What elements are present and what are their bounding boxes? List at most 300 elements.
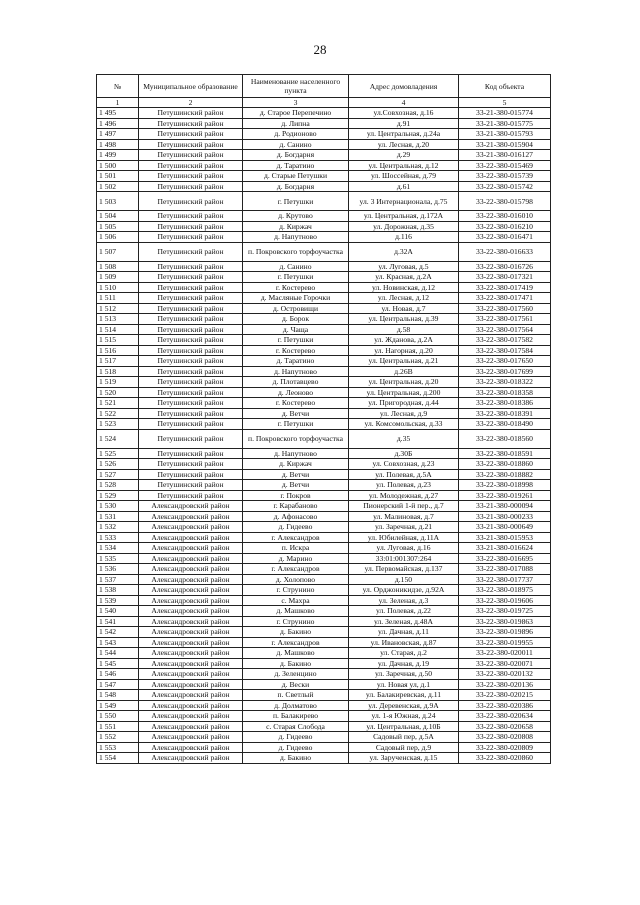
address-cell: ул. Лесная, д.20 [349,139,459,150]
settlement-cell: д. Родионово [243,129,349,140]
object-code-cell: 33-22-380-018322 [459,377,551,388]
settlement-cell: д. Леоново [243,387,349,398]
object-code-cell: 33-22-380-017564 [459,324,551,335]
address-cell: ул. Центральная, д.12 [349,160,459,171]
settlement-cell: д. Старое Перепечино [243,108,349,119]
row-number-cell: 1 553 [97,742,139,753]
address-cell: ул. Полевая, д.23 [349,480,459,491]
settlement-cell: д. Гидеево [243,732,349,743]
table-row [97,711,551,722]
settlement-cell: г. Костерево [243,345,349,356]
municipality-cell: Александровский район [139,700,243,711]
table-row [97,324,551,335]
object-code-cell: 33-22-380-018998 [459,480,551,491]
municipality-cell: Петушинский район [139,242,243,261]
address-cell: д.35 [349,429,459,448]
settlement-cell: д. Машково [243,606,349,617]
municipality-cell: Александровский район [139,648,243,659]
row-number-cell: 1 535 [97,553,139,564]
row-number-cell: 1 509 [97,272,139,283]
settlement-cell: п. Покровского торфоучастка [243,429,349,448]
address-cell: ул. Луговая, д.5 [349,261,459,272]
object-code-cell: 33-22-380-017419 [459,282,551,293]
address-cell: Пионерский 1-й пер., д.7 [349,501,459,512]
settlement-cell: г. Карабаново [243,501,349,512]
settlement-cell: д. Гидеево [243,522,349,533]
municipality-cell: Александровский район [139,669,243,680]
row-number-cell: 1 540 [97,606,139,617]
settlement-cell: д. Старые Петушки [243,171,349,182]
municipality-cell: Петушинский район [139,408,243,419]
table-row [97,192,551,211]
municipality-cell: Александровский район [139,658,243,669]
address-cell: д.26В [349,366,459,377]
address-cell: ул. Совхозная, д.23 [349,459,459,470]
object-code-cell: 33-21-380-015774 [459,108,551,119]
row-number-cell: 1 502 [97,181,139,192]
settlement-cell: д. Марино [243,553,349,564]
table-row [97,669,551,680]
table-row [97,585,551,596]
row-number-cell: 1 510 [97,282,139,293]
municipality-cell: Александровский район [139,606,243,617]
header-row [97,75,551,98]
object-code-cell: 33-22-380-019606 [459,595,551,606]
row-number-cell: 1 504 [97,211,139,222]
table-row [97,366,551,377]
address-cell: ул. Деревенская, д.9А [349,700,459,711]
settlement-cell: д. Напутново [243,366,349,377]
object-code-cell: 33-22-380-020634 [459,711,551,722]
municipality-cell: Петушинский район [139,221,243,232]
table-row [97,469,551,480]
settlement-cell: д. Киржач [243,221,349,232]
object-code-cell: 33-22-380-017561 [459,314,551,325]
address-cell: ул. Шоссейная, д.79 [349,171,459,182]
table-row [97,732,551,743]
municipality-cell: Петушинский район [139,429,243,448]
municipality-cell: Петушинский район [139,324,243,335]
row-number-cell: 1 507 [97,242,139,261]
table-row [97,595,551,606]
municipality-cell: Петушинский район [139,419,243,430]
municipality-cell: Петушинский район [139,160,243,171]
municipality-cell: Александровский район [139,553,243,564]
settlement-cell: п. Балакирево [243,711,349,722]
municipality-cell: Александровский район [139,501,243,512]
row-number-cell: 1 551 [97,721,139,732]
settlement-cell: г. Петушки [243,192,349,211]
municipality-cell: Петушинский район [139,314,243,325]
table-row [97,627,551,638]
table-row [97,522,551,533]
address-cell: ул. Центральная, д.39 [349,314,459,325]
address-cell: ул. Центральная, д.10Б [349,721,459,732]
table-row [97,232,551,243]
settlement-cell: д. Ветчи [243,480,349,491]
row-number-cell: 1 539 [97,595,139,606]
object-code-cell: 33-22-380-020386 [459,700,551,711]
address-cell: ул. Старая, д.2 [349,648,459,659]
municipality-cell: Александровский район [139,595,243,606]
object-code-cell: 33-22-380-016210 [459,221,551,232]
table-row [97,261,551,272]
address-cell: ул. 1-я Южная, д.24 [349,711,459,722]
table-row [97,448,551,459]
settlement-cell: д. Плотавцево [243,377,349,388]
column-number: 3 [243,98,349,108]
table-row [97,139,551,150]
municipality-cell: Петушинский район [139,211,243,222]
address-cell: д.29 [349,150,459,161]
address-cell: ул.Совхозная, д.16 [349,108,459,119]
row-number-cell: 1 552 [97,732,139,743]
municipality-cell: Александровский район [139,627,243,638]
address-cell: ул. Полевая, д.5А [349,469,459,480]
object-code-cell: 33-22-380-018386 [459,398,551,409]
row-number-cell: 1 513 [97,314,139,325]
row-number-cell: 1 498 [97,139,139,150]
object-code-cell: 33-22-380-020071 [459,658,551,669]
address-cell: д.150 [349,574,459,585]
municipality-cell: Петушинский район [139,469,243,480]
table-row [97,616,551,627]
object-code-cell: 33-21-380-000233 [459,511,551,522]
settlement-cell: д. Ветчи [243,408,349,419]
row-number-cell: 1 544 [97,648,139,659]
object-code-cell: 33-22-380-018591 [459,448,551,459]
table-row [97,345,551,356]
row-number-cell: 1 538 [97,585,139,596]
row-number-cell: 1 520 [97,387,139,398]
row-number-cell: 1 495 [97,108,139,119]
settlement-cell: г. Костерево [243,282,349,293]
settlement-cell: г. Петушки [243,272,349,283]
address-cell: 33:01:001307:264 [349,553,459,564]
address-cell: ул. Малиновая, д.7 [349,511,459,522]
settlement-cell: д. Островищи [243,303,349,314]
object-code-cell: 33-21-380-015775 [459,118,551,129]
object-code-cell: 33-22-380-016471 [459,232,551,243]
object-code-cell: 33-22-380-015739 [459,171,551,182]
row-number-cell: 1 547 [97,679,139,690]
table-row [97,490,551,501]
settlement-cell: г. Петушки [243,335,349,346]
row-number-cell: 1 546 [97,669,139,680]
row-number-cell: 1 550 [97,711,139,722]
object-code-cell: 33-21-380-000094 [459,501,551,512]
row-number-cell: 1 542 [97,627,139,638]
object-code-cell: 33-22-380-017321 [459,272,551,283]
object-code-cell: 33-22-380-018490 [459,419,551,430]
address-cell: ул. Луговая, д.16 [349,543,459,554]
municipality-cell: Александровский район [139,564,243,575]
table-body [97,108,551,764]
column-number: 4 [349,98,459,108]
address-cell: ул. Центральная, д.200 [349,387,459,398]
settlement-cell: д. Таратино [243,356,349,367]
table-row [97,408,551,419]
settlement-cell: д. Напутново [243,448,349,459]
table-row [97,211,551,222]
settlement-cell: д. Напутново [243,232,349,243]
table-row [97,293,551,304]
header-object-code: Код объекта [459,75,551,98]
settlement-cell: г. Струнино [243,616,349,627]
object-code-cell: 33-22-380-015798 [459,192,551,211]
settlement-cell: д. Бакино [243,658,349,669]
municipality-cell: Александровский район [139,732,243,743]
object-code-cell: 33-22-380-019896 [459,627,551,638]
municipality-cell: Петушинский район [139,366,243,377]
table-row [97,108,551,119]
object-code-cell: 33-22-380-020215 [459,690,551,701]
table-row [97,272,551,283]
address-cell: ул. Комсомольская, д.33 [349,419,459,430]
object-code-cell: 33-22-380-016633 [459,242,551,261]
settlement-cell: с. Старая Слобода [243,721,349,732]
object-code-cell: 33-22-380-020808 [459,732,551,743]
object-code-cell: 33-22-380-018860 [459,459,551,470]
table-row [97,419,551,430]
table-row [97,118,551,129]
row-number-cell: 1 522 [97,408,139,419]
table-row [97,480,551,491]
row-number-cell: 1 541 [97,616,139,627]
object-code-cell: 33-22-380-020132 [459,669,551,680]
object-code-cell: 33-22-380-018391 [459,408,551,419]
address-cell: ул. Балакиревская, д.11 [349,690,459,701]
address-cell: ул. Центральная, д.24а [349,129,459,140]
address-cell: ул. Новинская, д.12 [349,282,459,293]
settlement-cell: д. Бакино [243,627,349,638]
address-cell: ул. Зеленая, д.3 [349,595,459,606]
table-row [97,459,551,470]
row-number-cell: 1 496 [97,118,139,129]
address-cell: ул. 3 Интернационала, д.75 [349,192,459,211]
row-number-cell: 1 503 [97,192,139,211]
object-code-cell: 33-22-380-015469 [459,160,551,171]
settlement-cell: г. Александров [243,564,349,575]
row-number-cell: 1 545 [97,658,139,669]
municipality-cell: Петушинский район [139,181,243,192]
table-row [97,658,551,669]
table-row [97,606,551,617]
object-code-cell: 33-22-380-017584 [459,345,551,356]
object-code-cell: 33-22-380-018358 [459,387,551,398]
object-code-cell: 33-22-380-017582 [459,335,551,346]
settlement-cell: д. Таратино [243,160,349,171]
row-number-cell: 1 532 [97,522,139,533]
header-address: Адрес домовладения [349,75,459,98]
registry-table [96,74,551,764]
municipality-cell: Петушинский район [139,448,243,459]
settlement-cell: д. Машково [243,648,349,659]
municipality-cell: Петушинский район [139,345,243,356]
row-number-cell: 1 508 [97,261,139,272]
settlement-cell: г. Петушки [243,419,349,430]
address-cell: ул. Заречная, д.21 [349,522,459,533]
column-number: 5 [459,98,551,108]
municipality-cell: Петушинский район [139,293,243,304]
municipality-cell: Александровский район [139,511,243,522]
table-row [97,721,551,732]
table-row [97,356,551,367]
table-row [97,242,551,261]
address-cell: д.91 [349,118,459,129]
table-row [97,398,551,409]
municipality-cell: Александровский район [139,532,243,543]
row-number-cell: 1 516 [97,345,139,356]
address-cell: ул. Дачная, д.19 [349,658,459,669]
municipality-cell: Александровский район [139,616,243,627]
table-row [97,129,551,140]
table-row [97,221,551,232]
settlement-cell: д. Крутово [243,211,349,222]
address-cell: ул. Первомайская, д.137 [349,564,459,575]
header-municipality: Муниципальное образование [139,75,243,98]
row-number-cell: 1 515 [97,335,139,346]
settlement-cell: д. Масляные Горочки [243,293,349,304]
object-code-cell: 33-22-380-016010 [459,211,551,222]
row-number-cell: 1 523 [97,419,139,430]
municipality-cell: Петушинский район [139,171,243,182]
object-code-cell: 33-22-380-020809 [459,742,551,753]
object-code-cell: 33-22-380-018975 [459,585,551,596]
municipality-cell: Александровский район [139,721,243,732]
settlement-cell: г. Александров [243,637,349,648]
settlement-cell: д. Санино [243,139,349,150]
table-row [97,387,551,398]
row-number-cell: 1 512 [97,303,139,314]
address-cell: ул. Орджоникидзе, д.92А [349,585,459,596]
row-number-cell: 1 543 [97,637,139,648]
settlement-cell: д. Чаща [243,324,349,335]
table-row [97,160,551,171]
municipality-cell: Петушинский район [139,261,243,272]
address-cell: ул. Центральная, д.172А [349,211,459,222]
address-cell: ул. Пригородная, д.44 [349,398,459,409]
municipality-cell: Петушинский район [139,490,243,501]
municipality-cell: Петушинский район [139,272,243,283]
row-number-cell: 1 530 [97,501,139,512]
address-cell: ул. Новая, д.7 [349,303,459,314]
municipality-cell: Петушинский район [139,335,243,346]
table-row [97,150,551,161]
table-row [97,171,551,182]
object-code-cell: 33-22-380-015742 [459,181,551,192]
table-row [97,679,551,690]
object-code-cell: 33-22-380-016726 [459,261,551,272]
settlement-cell: д. Зеленцино [243,669,349,680]
address-cell: ул. Дорожная, д.35 [349,221,459,232]
address-cell: ул. Центральная, д.21 [349,356,459,367]
row-number-cell: 1 505 [97,221,139,232]
address-cell: ул. Нагорная, д.20 [349,345,459,356]
table-row [97,574,551,585]
settlement-cell: д. Санино [243,261,349,272]
municipality-cell: Петушинский район [139,192,243,211]
settlement-cell: д. Бакино [243,753,349,764]
address-cell: ул. Полевая, д.22 [349,606,459,617]
address-cell: ул. Центральная, д.20 [349,377,459,388]
table-row [97,314,551,325]
municipality-cell: Петушинский район [139,118,243,129]
row-number-cell: 1 521 [97,398,139,409]
settlement-cell: с. Махра [243,595,349,606]
address-cell: Садовый пер, д.5А [349,732,459,743]
row-number-cell: 1 536 [97,564,139,575]
address-cell: д.58 [349,324,459,335]
row-number-cell: 1 518 [97,366,139,377]
municipality-cell: Александровский район [139,690,243,701]
row-number-cell: 1 554 [97,753,139,764]
row-number-cell: 1 514 [97,324,139,335]
settlement-cell: д. Вески [243,679,349,690]
object-code-cell: 33-21-380-016127 [459,150,551,161]
municipality-cell: Александровский район [139,753,243,764]
table-row [97,303,551,314]
row-number-cell: 1 527 [97,469,139,480]
settlement-cell: д. Киржач [243,459,349,470]
municipality-cell: Петушинский район [139,356,243,367]
address-cell: Садовый пер, д.9 [349,742,459,753]
table-row [97,429,551,448]
row-number-cell: 1 511 [97,293,139,304]
address-cell: ул. Заречная, д.50 [349,669,459,680]
object-code-cell: 33-22-380-017650 [459,356,551,367]
table-row [97,282,551,293]
object-code-cell: 33-22-380-020658 [459,721,551,732]
municipality-cell: Петушинский район [139,480,243,491]
object-code-cell: 33-22-380-018882 [459,469,551,480]
object-code-cell: 33-22-380-020860 [459,753,551,764]
settlement-cell: д. Богдарня [243,150,349,161]
table-row [97,335,551,346]
table-row [97,648,551,659]
settlement-cell: д. Липна [243,118,349,129]
object-code-cell: 33-22-380-020011 [459,648,551,659]
address-cell: ул. Юбилейная, д.11А [349,532,459,543]
municipality-cell: Петушинский район [139,398,243,409]
table-row [97,742,551,753]
settlement-cell: г. Струнино [243,585,349,596]
municipality-cell: Александровский район [139,742,243,753]
address-cell: ул. Красная, д.2А [349,272,459,283]
address-cell: ул. Дачная, д.11 [349,627,459,638]
municipality-cell: Александровский район [139,574,243,585]
address-cell: д.116 [349,232,459,243]
table-row [97,700,551,711]
row-number-cell: 1 534 [97,543,139,554]
municipality-cell: Петушинский район [139,108,243,119]
row-number-cell: 1 531 [97,511,139,522]
object-code-cell: 33-21-380-000649 [459,522,551,533]
address-cell: д.30Б [349,448,459,459]
row-number-cell: 1 529 [97,490,139,501]
row-number-cell: 1 528 [97,480,139,491]
municipality-cell: Петушинский район [139,139,243,150]
row-number-cell: 1 519 [97,377,139,388]
table-row [97,181,551,192]
municipality-cell: Петушинский район [139,282,243,293]
address-cell: ул. Лесная, д.12 [349,293,459,304]
row-number-cell: 1 549 [97,700,139,711]
municipality-cell: Александровский район [139,522,243,533]
header-settlement: Наименование населенного пункта [243,75,349,98]
table-row [97,553,551,564]
object-code-cell: 33-22-380-017088 [459,564,551,575]
